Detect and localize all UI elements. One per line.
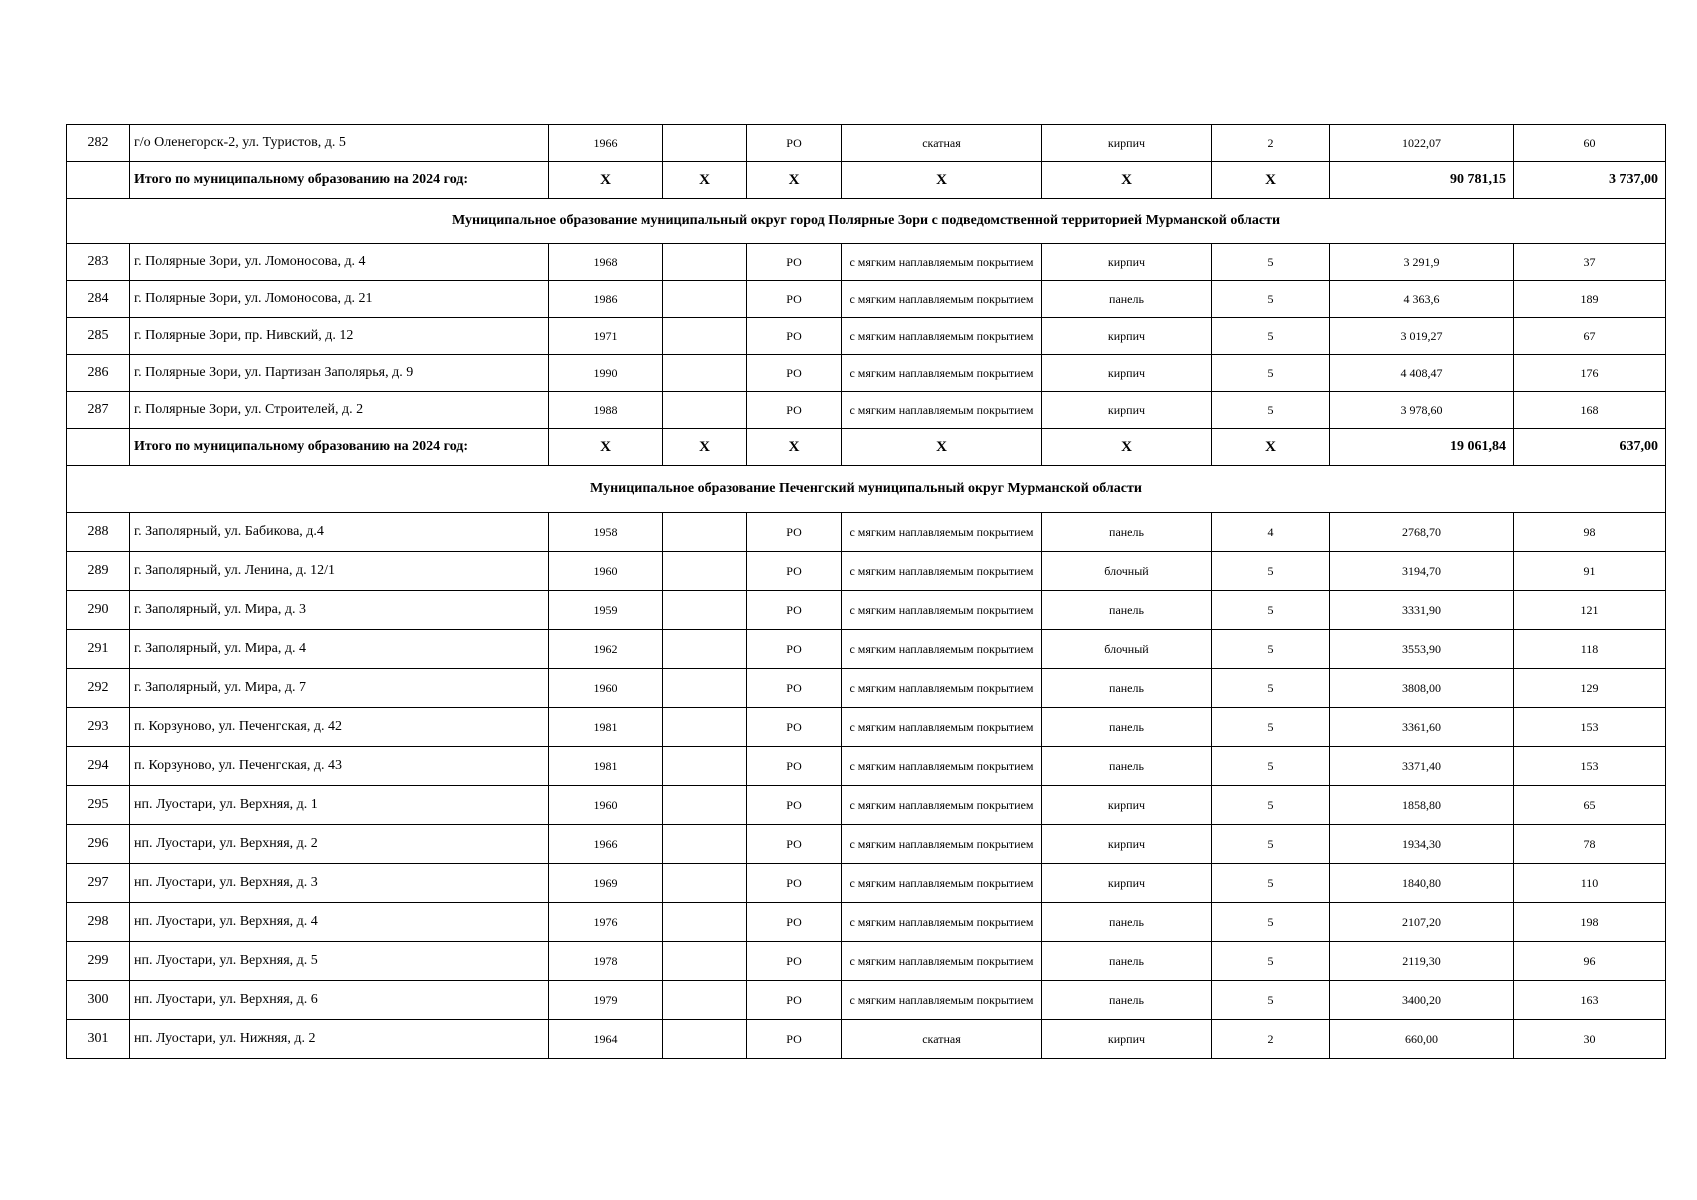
row-empty-cell <box>663 591 747 630</box>
total-area: 90 781,15 <box>1330 162 1514 199</box>
row-residents: 96 <box>1514 942 1666 981</box>
row-type: РО <box>747 513 842 552</box>
row-address: г. Полярные Зори, ул. Партизан Заполярья, д. 9 <box>130 355 549 392</box>
row-roof-type: с мягким наплавляемым покрытием <box>842 747 1042 786</box>
total-spacer <box>67 429 130 466</box>
table-row <box>67 708 1666 747</box>
row-floors: 5 <box>1212 281 1330 318</box>
table-row <box>67 981 1666 1020</box>
row-floors: 5 <box>1212 747 1330 786</box>
row-type: РО <box>747 591 842 630</box>
row-number: 289 <box>67 552 130 591</box>
row-number: 300 <box>67 981 130 1020</box>
row-roof-type: с мягким наплавляемым покрытием <box>842 942 1042 981</box>
row-build-year: 1960 <box>549 552 663 591</box>
row-floors: 5 <box>1212 942 1330 981</box>
row-roof-type: с мягким наплавляемым покрытием <box>842 513 1042 552</box>
row-roof-type: с мягким наплавляемым покрытием <box>842 864 1042 903</box>
total-x-mark: Х <box>663 429 747 466</box>
row-empty-cell <box>663 669 747 708</box>
row-area: 3194,70 <box>1330 552 1514 591</box>
row-build-year: 1981 <box>549 747 663 786</box>
row-floors: 5 <box>1212 825 1330 864</box>
row-residents: 189 <box>1514 281 1666 318</box>
row-address: г. Заполярный, ул. Мира, д. 4 <box>130 630 549 669</box>
row-address: г. Полярные Зори, ул. Ломоносова, д. 21 <box>130 281 549 318</box>
row-build-year: 1979 <box>549 981 663 1020</box>
row-build-year: 1966 <box>549 825 663 864</box>
row-type: РО <box>747 825 842 864</box>
row-wall-material: панель <box>1042 669 1212 708</box>
row-wall-material: кирпич <box>1042 1020 1212 1059</box>
row-wall-material: панель <box>1042 981 1212 1020</box>
table-row <box>67 903 1666 942</box>
row-address: нп. Луостари, ул. Нижняя, д. 2 <box>130 1020 549 1059</box>
row-build-year: 1971 <box>549 318 663 355</box>
table-row <box>67 281 1666 318</box>
row-wall-material: кирпич <box>1042 244 1212 281</box>
row-residents: 60 <box>1514 125 1666 162</box>
row-roof-type: с мягким наплавляемым покрытием <box>842 981 1042 1020</box>
row-area: 2119,30 <box>1330 942 1514 981</box>
row-build-year: 1990 <box>549 355 663 392</box>
table-row <box>67 513 1666 552</box>
row-wall-material: кирпич <box>1042 355 1212 392</box>
row-empty-cell <box>663 552 747 591</box>
row-empty-cell <box>663 1020 747 1059</box>
total-area: 19 061,84 <box>1330 429 1514 466</box>
total-label: Итого по муниципальному образованию на 2024 год: <box>130 429 549 466</box>
row-empty-cell <box>663 942 747 981</box>
row-wall-material: кирпич <box>1042 786 1212 825</box>
row-address: г. Заполярный, ул. Мира, д. 7 <box>130 669 549 708</box>
row-empty-cell <box>663 825 747 864</box>
row-address: нп. Луостари, ул. Верхняя, д. 1 <box>130 786 549 825</box>
total-x-mark: Х <box>1042 429 1212 466</box>
row-address: нп. Луостари, ул. Верхняя, д. 5 <box>130 942 549 981</box>
row-floors: 5 <box>1212 864 1330 903</box>
row-number: 292 <box>67 669 130 708</box>
row-area: 2768,70 <box>1330 513 1514 552</box>
section-header-row <box>67 199 1666 244</box>
row-residents: 168 <box>1514 392 1666 429</box>
table-row <box>67 669 1666 708</box>
row-wall-material: блочный <box>1042 552 1212 591</box>
row-area: 3 978,60 <box>1330 392 1514 429</box>
row-floors: 4 <box>1212 513 1330 552</box>
row-empty-cell <box>663 392 747 429</box>
row-address: г. Заполярный, ул. Ленина, д. 12/1 <box>130 552 549 591</box>
table-row <box>67 318 1666 355</box>
row-number: 283 <box>67 244 130 281</box>
row-roof-type: с мягким наплавляемым покрытием <box>842 708 1042 747</box>
row-build-year: 1988 <box>549 392 663 429</box>
row-residents: 153 <box>1514 708 1666 747</box>
row-type: РО <box>747 981 842 1020</box>
row-floors: 5 <box>1212 669 1330 708</box>
row-residents: 118 <box>1514 630 1666 669</box>
table-row <box>67 630 1666 669</box>
row-build-year: 1960 <box>549 669 663 708</box>
section-title: Муниципальное образование Печенгский муниципальный округ Мурманской области <box>67 466 1666 513</box>
table-row <box>67 552 1666 591</box>
total-row <box>67 429 1666 466</box>
row-wall-material: панель <box>1042 747 1212 786</box>
row-number: 296 <box>67 825 130 864</box>
row-number: 291 <box>67 630 130 669</box>
table-body <box>67 125 1666 1059</box>
row-empty-cell <box>663 708 747 747</box>
row-type: РО <box>747 244 842 281</box>
total-spacer <box>67 162 130 199</box>
table-row <box>67 1020 1666 1059</box>
row-roof-type: с мягким наплавляемым покрытием <box>842 669 1042 708</box>
row-build-year: 1978 <box>549 942 663 981</box>
row-wall-material: панель <box>1042 513 1212 552</box>
row-area: 3371,40 <box>1330 747 1514 786</box>
row-type: РО <box>747 318 842 355</box>
table-row <box>67 942 1666 981</box>
row-area: 3553,90 <box>1330 630 1514 669</box>
row-number: 284 <box>67 281 130 318</box>
row-residents: 176 <box>1514 355 1666 392</box>
row-number: 286 <box>67 355 130 392</box>
row-floors: 5 <box>1212 244 1330 281</box>
row-type: РО <box>747 281 842 318</box>
row-empty-cell <box>663 318 747 355</box>
row-residents: 121 <box>1514 591 1666 630</box>
row-empty-cell <box>663 125 747 162</box>
row-wall-material: кирпич <box>1042 825 1212 864</box>
row-build-year: 1966 <box>549 125 663 162</box>
row-residents: 163 <box>1514 981 1666 1020</box>
table-row <box>67 591 1666 630</box>
row-area: 3361,60 <box>1330 708 1514 747</box>
row-floors: 5 <box>1212 630 1330 669</box>
row-wall-material: блочный <box>1042 630 1212 669</box>
row-empty-cell <box>663 630 747 669</box>
row-area: 3331,90 <box>1330 591 1514 630</box>
row-wall-material: панель <box>1042 281 1212 318</box>
row-type: РО <box>747 786 842 825</box>
row-build-year: 1964 <box>549 1020 663 1059</box>
row-empty-cell <box>663 244 747 281</box>
row-residents: 91 <box>1514 552 1666 591</box>
row-empty-cell <box>663 864 747 903</box>
row-address: г/о Оленегорск-2, ул. Туристов, д. 5 <box>130 125 549 162</box>
row-floors: 5 <box>1212 786 1330 825</box>
row-roof-type: с мягким наплавляемым покрытием <box>842 786 1042 825</box>
row-floors: 5 <box>1212 318 1330 355</box>
row-address: г. Полярные Зори, ул. Ломоносова, д. 4 <box>130 244 549 281</box>
row-address: нп. Луостари, ул. Верхняя, д. 2 <box>130 825 549 864</box>
row-area: 4 408,47 <box>1330 355 1514 392</box>
row-floors: 5 <box>1212 981 1330 1020</box>
row-number: 294 <box>67 747 130 786</box>
table-row <box>67 125 1666 162</box>
total-x-mark: Х <box>747 162 842 199</box>
row-residents: 198 <box>1514 903 1666 942</box>
total-x-mark: Х <box>1212 162 1330 199</box>
row-roof-type: с мягким наплавляемым покрытием <box>842 355 1042 392</box>
row-build-year: 1969 <box>549 864 663 903</box>
row-build-year: 1986 <box>549 281 663 318</box>
section-title: Муниципальное образование муниципальный округ город Полярные Зори с подведомственной территорией Мурманской области <box>67 199 1666 244</box>
row-number: 298 <box>67 903 130 942</box>
row-roof-type: скатная <box>842 125 1042 162</box>
total-residents: 637,00 <box>1514 429 1666 466</box>
row-build-year: 1958 <box>549 513 663 552</box>
row-residents: 129 <box>1514 669 1666 708</box>
row-residents: 37 <box>1514 244 1666 281</box>
row-empty-cell <box>663 903 747 942</box>
row-floors: 5 <box>1212 591 1330 630</box>
row-floors: 5 <box>1212 552 1330 591</box>
row-type: РО <box>747 630 842 669</box>
row-empty-cell <box>663 981 747 1020</box>
total-row <box>67 162 1666 199</box>
total-x-mark: Х <box>842 429 1042 466</box>
row-wall-material: панель <box>1042 708 1212 747</box>
section-header-row <box>67 466 1666 513</box>
row-roof-type: с мягким наплавляемым покрытием <box>842 392 1042 429</box>
row-residents: 110 <box>1514 864 1666 903</box>
row-number: 287 <box>67 392 130 429</box>
row-number: 282 <box>67 125 130 162</box>
table-row <box>67 786 1666 825</box>
row-area: 3 291,9 <box>1330 244 1514 281</box>
row-type: РО <box>747 125 842 162</box>
row-area: 3400,20 <box>1330 981 1514 1020</box>
row-wall-material: панель <box>1042 903 1212 942</box>
row-empty-cell <box>663 513 747 552</box>
row-number: 285 <box>67 318 130 355</box>
row-roof-type: с мягким наплавляемым покрытием <box>842 903 1042 942</box>
total-x-mark: Х <box>842 162 1042 199</box>
row-empty-cell <box>663 355 747 392</box>
row-wall-material: кирпич <box>1042 392 1212 429</box>
row-build-year: 1968 <box>549 244 663 281</box>
row-area: 1934,30 <box>1330 825 1514 864</box>
row-wall-material: панель <box>1042 591 1212 630</box>
row-roof-type: с мягким наплавляемым покрытием <box>842 244 1042 281</box>
row-roof-type: с мягким наплавляемым покрытием <box>842 281 1042 318</box>
row-roof-type: с мягким наплавляемым покрытием <box>842 591 1042 630</box>
row-address: п. Корзуново, ул. Печенгская, д. 43 <box>130 747 549 786</box>
row-residents: 67 <box>1514 318 1666 355</box>
row-build-year: 1962 <box>549 630 663 669</box>
row-area: 1858,80 <box>1330 786 1514 825</box>
total-label: Итого по муниципальному образованию на 2024 год: <box>130 162 549 199</box>
row-residents: 30 <box>1514 1020 1666 1059</box>
row-area: 2107,20 <box>1330 903 1514 942</box>
row-area: 3 019,27 <box>1330 318 1514 355</box>
total-x-mark: Х <box>549 429 663 466</box>
row-floors: 5 <box>1212 708 1330 747</box>
table-row <box>67 244 1666 281</box>
row-wall-material: панель <box>1042 942 1212 981</box>
housing-register-table <box>66 124 1666 1059</box>
row-floors: 5 <box>1212 392 1330 429</box>
row-build-year: 1976 <box>549 903 663 942</box>
table-row <box>67 747 1666 786</box>
row-wall-material: кирпич <box>1042 864 1212 903</box>
row-wall-material: кирпич <box>1042 318 1212 355</box>
row-number: 290 <box>67 591 130 630</box>
row-build-year: 1981 <box>549 708 663 747</box>
row-type: РО <box>747 669 842 708</box>
total-x-mark: Х <box>1042 162 1212 199</box>
row-floors: 2 <box>1212 125 1330 162</box>
total-x-mark: Х <box>1212 429 1330 466</box>
row-area: 660,00 <box>1330 1020 1514 1059</box>
row-residents: 153 <box>1514 747 1666 786</box>
row-address: г. Полярные Зори, ул. Строителей, д. 2 <box>130 392 549 429</box>
row-address: нп. Луостари, ул. Верхняя, д. 3 <box>130 864 549 903</box>
row-type: РО <box>747 392 842 429</box>
row-number: 297 <box>67 864 130 903</box>
row-area: 1022,07 <box>1330 125 1514 162</box>
row-empty-cell <box>663 281 747 318</box>
row-number: 288 <box>67 513 130 552</box>
row-roof-type: с мягким наплавляемым покрытием <box>842 318 1042 355</box>
table-row <box>67 864 1666 903</box>
row-empty-cell <box>663 747 747 786</box>
row-address: нп. Луостари, ул. Верхняя, д. 4 <box>130 903 549 942</box>
row-build-year: 1959 <box>549 591 663 630</box>
row-type: РО <box>747 942 842 981</box>
row-floors: 5 <box>1212 355 1330 392</box>
row-area: 3808,00 <box>1330 669 1514 708</box>
row-type: РО <box>747 708 842 747</box>
row-type: РО <box>747 903 842 942</box>
row-number: 301 <box>67 1020 130 1059</box>
row-number: 299 <box>67 942 130 981</box>
row-build-year: 1960 <box>549 786 663 825</box>
row-address: г. Заполярный, ул. Бабикова, д.4 <box>130 513 549 552</box>
row-floors: 2 <box>1212 1020 1330 1059</box>
row-roof-type: с мягким наплавляемым покрытием <box>842 552 1042 591</box>
total-x-mark: Х <box>549 162 663 199</box>
row-area: 1840,80 <box>1330 864 1514 903</box>
row-number: 293 <box>67 708 130 747</box>
table-row <box>67 392 1666 429</box>
row-roof-type: скатная <box>842 1020 1042 1059</box>
total-residents: 3 737,00 <box>1514 162 1666 199</box>
table-row <box>67 825 1666 864</box>
row-area: 4 363,6 <box>1330 281 1514 318</box>
row-roof-type: с мягким наплавляемым покрытием <box>842 630 1042 669</box>
row-type: РО <box>747 552 842 591</box>
total-x-mark: Х <box>747 429 842 466</box>
row-address: г. Заполярный, ул. Мира, д. 3 <box>130 591 549 630</box>
row-type: РО <box>747 355 842 392</box>
row-type: РО <box>747 1020 842 1059</box>
row-wall-material: кирпич <box>1042 125 1212 162</box>
row-floors: 5 <box>1212 903 1330 942</box>
row-number: 295 <box>67 786 130 825</box>
total-x-mark: Х <box>663 162 747 199</box>
row-residents: 78 <box>1514 825 1666 864</box>
row-type: РО <box>747 747 842 786</box>
row-roof-type: с мягким наплавляемым покрытием <box>842 825 1042 864</box>
row-empty-cell <box>663 786 747 825</box>
row-address: п. Корзуново, ул. Печенгская, д. 42 <box>130 708 549 747</box>
row-residents: 65 <box>1514 786 1666 825</box>
row-type: РО <box>747 864 842 903</box>
row-residents: 98 <box>1514 513 1666 552</box>
row-address: г. Полярные Зори, пр. Нивский, д. 12 <box>130 318 549 355</box>
row-address: нп. Луостари, ул. Верхняя, д. 6 <box>130 981 549 1020</box>
table-row <box>67 355 1666 392</box>
